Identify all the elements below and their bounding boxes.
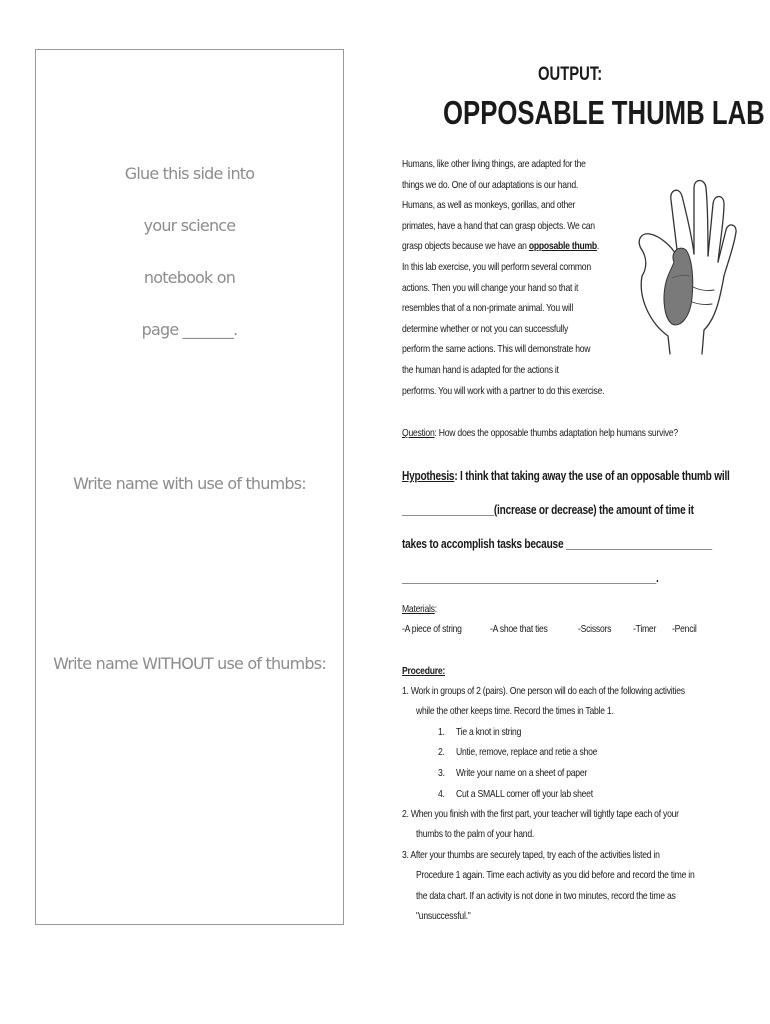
intro-line: Humans, like other living things, are adapted for the xyxy=(402,158,586,170)
glue-instruction-line: Glue this side into xyxy=(124,164,255,183)
sub-step: Tie a knot in string xyxy=(456,726,522,738)
sub-step: Write your name on a sheet of paper xyxy=(456,767,587,779)
intro-line: perform the same actions. This will demonstrate how xyxy=(402,343,591,356)
sub-step-number: 3. xyxy=(438,767,445,779)
procedure-step: Procedure 1 again. Time each activity as you did before and record the time in xyxy=(416,869,695,881)
fold-panel xyxy=(35,49,344,925)
write-name-without-thumbs: Write name WITHOUT use of thumbs: xyxy=(53,654,326,673)
materials-heading xyxy=(402,603,437,615)
intro-line: performs. You will work with a partner to do this exercise. xyxy=(402,384,605,397)
intro-text: grasp objects because we have an xyxy=(402,240,529,253)
opposable-thumb-term: opposable thumb xyxy=(528,240,597,253)
glue-instruction-line: your science xyxy=(143,216,236,235)
materials-colon: : xyxy=(434,603,437,615)
intro-line xyxy=(402,236,640,257)
intro-line: actions. Then you will change your hand so that it xyxy=(402,281,579,294)
question-text: : How does the opposable thumbs adaptation help humans survive? xyxy=(434,427,678,439)
material-item: -A shoe that ties xyxy=(490,623,548,635)
procedure-step: 3. After your thumbs are securely taped, try each of the activities listed in xyxy=(402,849,660,861)
glue-instruction-line: page _______. xyxy=(141,320,238,339)
write-name-with-thumbs: Write name with use of thumbs: xyxy=(73,474,306,493)
material-item: -Scissors xyxy=(578,623,612,635)
material-item: -A piece of string xyxy=(402,623,462,635)
hypothesis-blank-line: _______________________________________________. xyxy=(402,570,659,585)
hypothesis-blank-line: takes to accomplish tasks because ___________________________ xyxy=(402,536,712,551)
intro-line: things we do. One of our adaptations is our hand. xyxy=(402,178,579,191)
question-label: Question xyxy=(402,427,435,439)
intro-text: . xyxy=(596,240,600,253)
hypothesis-label: Hypothesis xyxy=(402,468,455,483)
materials-label: Materials xyxy=(402,603,435,615)
intro-line: primates, have a hand that can grasp objects. We can xyxy=(402,219,595,232)
hand-illustration xyxy=(620,158,740,358)
procedure-heading: Procedure: xyxy=(402,665,445,677)
sub-step-number: 2. xyxy=(438,746,445,758)
hypothesis-text: : I think that taking away the use of an opposable thumb will xyxy=(454,468,730,483)
output-label: OUTPUT: xyxy=(538,64,603,85)
material-item: -Timer xyxy=(633,623,657,635)
intro-paragraph xyxy=(402,154,640,401)
intro-line: In this lab exercise, you will perform several common xyxy=(402,260,591,273)
hand-icon xyxy=(620,158,740,358)
question-line xyxy=(402,427,678,439)
sub-step-number: 4. xyxy=(438,788,445,800)
procedure-step: thumbs to the palm of your hand. xyxy=(416,828,535,840)
intro-line: the human hand is adapted for the actions it xyxy=(402,363,559,376)
sub-step: Cut a SMALL corner off your lab sheet xyxy=(456,788,593,800)
hypothesis-line xyxy=(402,468,730,483)
hypothesis-blank-line: _________________(increase or decrease) the amount of time it xyxy=(402,502,694,517)
page-title: OPPOSABLE THUMB LAB xyxy=(443,94,765,131)
procedure-step: while the other keeps time. Record the times in Table 1. xyxy=(416,705,614,717)
intro-line: determine whether or not you can successfully xyxy=(402,322,569,335)
sub-step: Untie, remove, replace and retie a shoe xyxy=(456,746,598,758)
procedure-step: 1. Work in groups of 2 (pairs). One person will do each of the following activities xyxy=(402,685,685,697)
material-item: -Pencil xyxy=(672,623,697,635)
sub-step-number: 1. xyxy=(438,726,445,738)
intro-line: Humans, as well as monkeys, gorillas, and other xyxy=(402,199,576,212)
procedure-step: 2. When you finish with the first part, your teacher will tightly tape each of your xyxy=(402,808,679,820)
procedure-step: the data chart. If an activity is not done in two minutes, record the time as xyxy=(416,890,676,902)
intro-line: resembles that of a non-primate animal. You will xyxy=(402,302,574,315)
glue-instruction-line: notebook on xyxy=(143,268,236,287)
procedure-step: "unsuccessful." xyxy=(416,910,471,922)
